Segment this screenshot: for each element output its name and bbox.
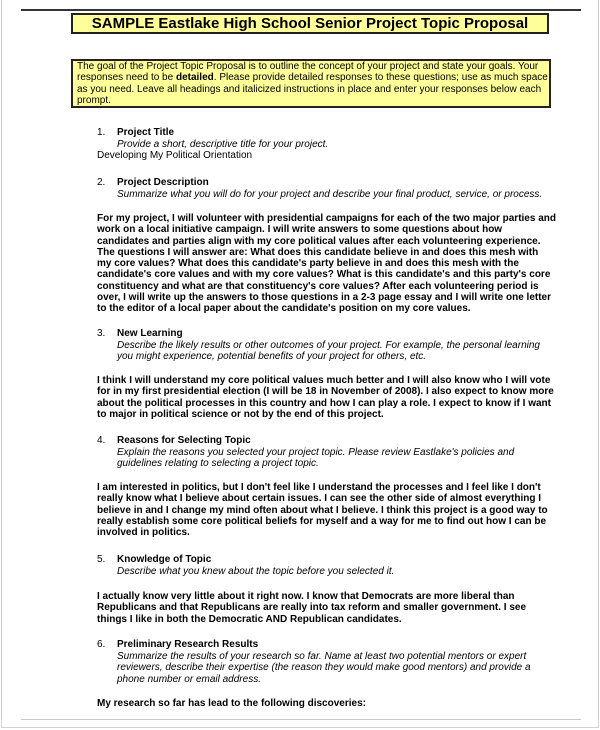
section-response xyxy=(97,698,366,709)
intro-box xyxy=(71,59,551,108)
section-5 xyxy=(97,554,394,577)
section-instruction: Summarize what you will do for your project and describe your final product, service, or process. xyxy=(117,189,543,200)
section-number: 4. xyxy=(97,435,106,446)
document-title: SAMPLE Eastlake High School Senior Project Topic Proposal xyxy=(71,13,549,34)
section-heading: Knowledge of Topic xyxy=(117,554,212,565)
response-line: Republicans and that Republicans are really into tax reform and smaller government. I see xyxy=(97,602,527,614)
section-number: 1. xyxy=(97,127,106,138)
response-line: The questions I will answer are: What does this candidate believe in and does this mesh with xyxy=(97,246,539,258)
section-response xyxy=(97,591,526,625)
section-heading: New Learning xyxy=(117,328,183,339)
intro-text: . Please provide detailed responses to these questions; use as much space xyxy=(213,72,548,84)
section-response: Developing My Political Orientation xyxy=(97,150,253,162)
response-line: my core values? What does this candidate's party believe in and does this mesh with the xyxy=(97,258,519,270)
response-line: really establish some core political beliefs for myself and a way for me to find out how I can be xyxy=(97,515,547,527)
intro-line: The goal of the Project Topic Proposal is to outline the concept of your project and state your goals. Your xyxy=(77,61,539,72)
section-6 xyxy=(97,639,531,685)
response-line: to major in political science or not by the end of this project. xyxy=(97,408,384,420)
section-response xyxy=(97,213,556,315)
response-line: things I like in both the Democratic AND Republican candidates. xyxy=(97,613,402,625)
response-line: involved in politics. xyxy=(97,527,190,539)
section-instruction: reviewers, describe their expertise (the reason they would make good mentors) and provide a xyxy=(117,662,531,674)
response-line: I actually know very little about it right now. I know that Democrats are more liberal than xyxy=(97,591,515,602)
section-instruction: Explain the reasons you selected your project topic. Please review Eastlake's policies and xyxy=(117,447,515,458)
section-instruction: Describe what you knew about the topic before you selected it. xyxy=(117,566,395,577)
section-instruction: Describe the likely results or other outcomes of your project. For example, the personal learning xyxy=(117,340,540,351)
section-heading: Reasons for Selecting Topic xyxy=(117,435,251,446)
section-heading: Project Title xyxy=(117,127,175,138)
section-instruction: Summarize the results of your research so far. Name at least two potential mentors or expert xyxy=(117,651,527,662)
response-line: candidates and parties align with my core political values after each volunteering experience. xyxy=(97,235,541,247)
intro-line: as you need. Leave all headings and italicized instructions in place and enter your responses below each xyxy=(77,83,542,95)
section-instruction: phone number or email address. xyxy=(117,673,261,685)
intro-line xyxy=(77,72,548,84)
response-line: work on a local initiative campaign. I will write answers to some questions about how xyxy=(97,224,503,236)
response-line: constituency and what are that constituency's core values? After each volunteering period is xyxy=(97,280,539,292)
section-number: 5. xyxy=(97,554,106,565)
intro-line: prompt. xyxy=(77,95,111,107)
response-line: I think I will understand my core political values much better and I will also know who I will vote xyxy=(97,375,551,386)
section-1 xyxy=(97,127,328,162)
section-number: 6. xyxy=(97,639,106,650)
section-heading: Project Description xyxy=(117,177,209,188)
section-number: 2. xyxy=(97,177,106,188)
header-rule xyxy=(21,9,581,11)
response-line: over, I will write up the answers to those questions in a 2-3 page essay and I will write one letter xyxy=(97,292,552,304)
response-line: For my project, I will volunteer with presidential campaigns for each of the two major parties and xyxy=(97,213,556,224)
response-line: I am interested in politics, but I don't feel like I understand the processes and I feel like I don't xyxy=(97,482,541,493)
section-response xyxy=(97,482,548,538)
response-line: believe in and I change my mind often about what I believe. I think this project is a good way to xyxy=(97,504,548,516)
intro-text: responses need to be xyxy=(77,72,176,84)
intro-bold: detailed xyxy=(175,72,214,84)
section-3 xyxy=(97,328,540,363)
footer-rule xyxy=(21,719,581,720)
response-line: to the editor of a local paper about the candidate's position on my core values. xyxy=(97,303,471,315)
section-instruction: guidelines relating to selecting a project topic. xyxy=(117,458,319,470)
section-instruction: you might experience, potential benefits of your project for others, etc. xyxy=(117,351,427,363)
response-line: My research so far has lead to the following discoveries: xyxy=(97,698,366,709)
section-4 xyxy=(97,435,514,470)
section-2 xyxy=(97,177,542,200)
section-instruction: Provide a short, descriptive title for your project. xyxy=(117,139,329,150)
response-line: candidate's core values and with my core values? What is this candidate's and this party's core xyxy=(97,269,551,281)
response-line: about the political processes in this country and how I can play a role. I expect to know if I want xyxy=(97,397,551,409)
response-line: for in my first presidential election (I will be 18 in November of 2008). I also expect to know more xyxy=(97,386,554,398)
section-number: 3. xyxy=(97,328,106,339)
response-line: really know what I believe about certain issues. I can see the other side of almost everything I xyxy=(97,493,542,505)
section-response xyxy=(97,375,554,420)
section-heading: Preliminary Research Results xyxy=(117,639,259,650)
